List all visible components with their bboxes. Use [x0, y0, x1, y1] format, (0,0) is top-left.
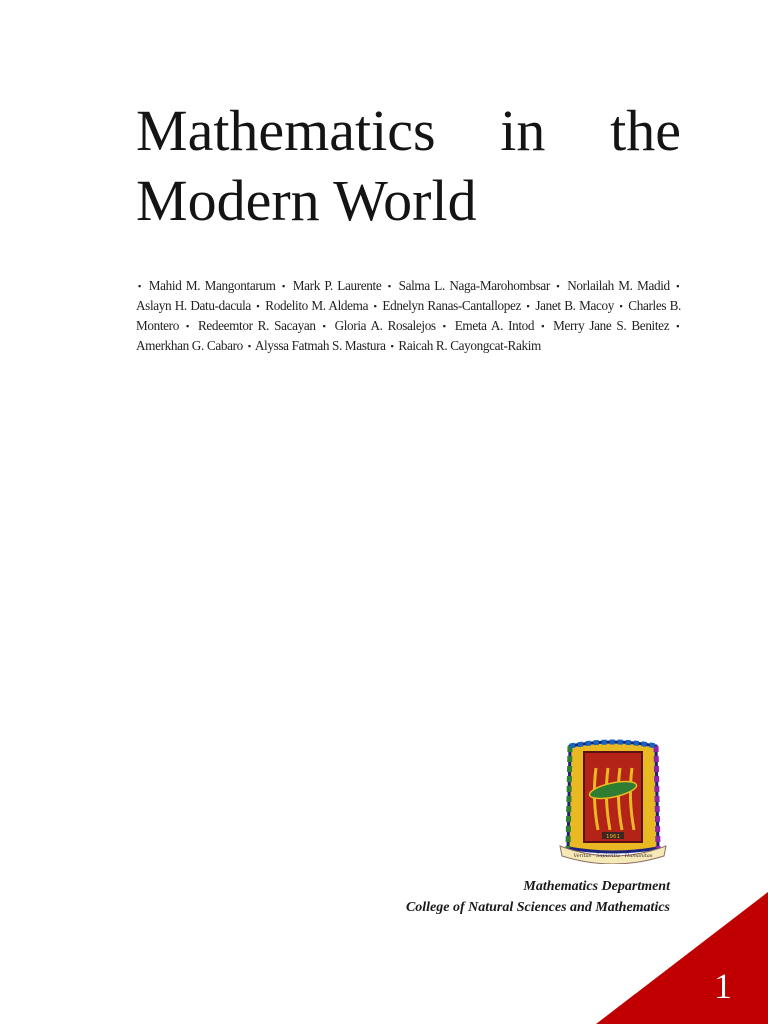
author-separator: ▪	[619, 301, 623, 311]
page-number: 1	[714, 966, 732, 1006]
author-separator: ▪	[526, 301, 530, 311]
author-name: Rodelito M. Aldema	[265, 298, 369, 313]
author-name: Norlailah M. Madid	[567, 278, 670, 293]
author-separator: ▪	[390, 341, 394, 351]
author-name: Raicah R. Cayongcat-Rakim	[398, 338, 541, 353]
author-separator: ▪	[186, 321, 191, 331]
author-name: Charles B. Montero	[136, 298, 681, 333]
author-name: Gloria A. Rosalejos	[334, 318, 436, 333]
author-name: Janet B. Macoy	[535, 298, 614, 313]
author-name: Emeta A. Intod	[454, 318, 535, 333]
author-separator: ▪	[373, 301, 377, 311]
author-name: Redeemtor R. Sacayan	[197, 318, 316, 333]
seal-year-text: 1961	[606, 834, 620, 840]
author-name: Salma L. Naga-Marohombsar	[398, 278, 550, 293]
author-separator: ▪	[256, 301, 260, 311]
author-name: Mahid M. Mangontarum	[148, 278, 276, 293]
author-name: Aslayn H. Datu-dacula	[136, 298, 251, 313]
author-name: Amerkhan G. Cabaro	[136, 338, 243, 353]
author-name: Merry Jane S. Benitez	[553, 318, 670, 333]
author-name: Mark P. Laurente	[292, 278, 382, 293]
document-title: Mathematics in the Modern World	[136, 98, 681, 233]
author-separator: ▪	[282, 281, 287, 291]
author-separator: ▪	[442, 321, 448, 331]
department-name: Mathematics Department	[523, 879, 670, 894]
author-separator: ▪	[676, 321, 680, 331]
college-name: College of Natural Sciences and Mathematics	[405, 900, 670, 915]
author-separator: ▪	[387, 281, 393, 291]
corner-triangle-decoration	[596, 892, 768, 1024]
author-separator: ▪	[247, 341, 251, 351]
author-name: Alyssa Fatmah S. Mastura	[254, 338, 386, 353]
author-separator: ▪	[676, 281, 680, 291]
author-separator: ▪	[322, 321, 328, 331]
author-separator: ▪	[541, 321, 547, 331]
author-list	[136, 276, 681, 356]
author-separator: ▪	[556, 281, 561, 291]
author-separator: ▪	[138, 281, 143, 291]
college-seal-logo	[556, 738, 670, 864]
author-name: Ednelyn Ranas-Cantallopez	[382, 298, 522, 313]
seal-motto-text: Veritas · Sapientia · Humanitas	[573, 853, 653, 859]
